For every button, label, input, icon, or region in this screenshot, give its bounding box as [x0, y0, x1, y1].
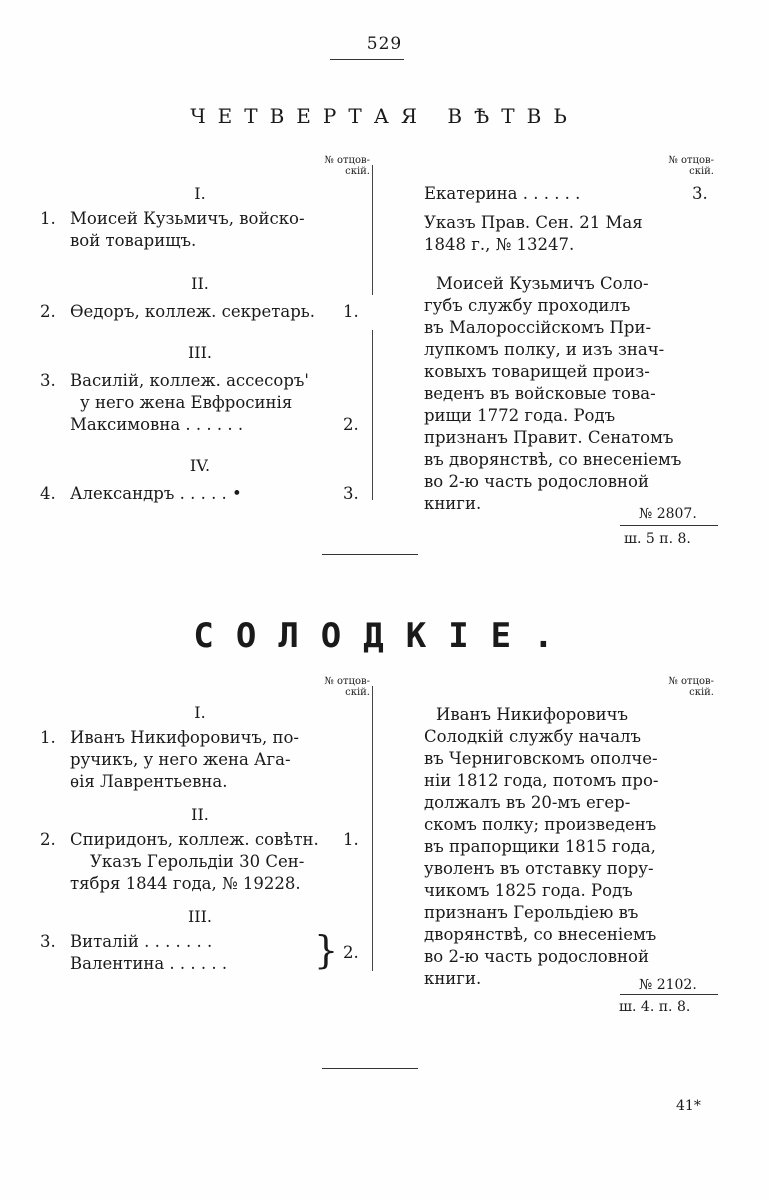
- entry-line: Указъ Герольдіи 30 Сен-: [90, 852, 305, 871]
- section-separator: [322, 1068, 418, 1069]
- decree-line: Указъ Прав. Сен. 21 Мая: [424, 213, 643, 232]
- father-col-header: № отцов- скій.: [324, 676, 370, 698]
- entry-line: Виталій . . . . . . .: [70, 932, 213, 951]
- section-title-family: СОЛОДКІЕ.: [193, 616, 576, 656]
- section2-right-column: [424, 676, 714, 1016]
- history-note: Моисей Кузьмичъ Соло- губъ службу проходилъ въ Малороссійскомъ При- лупкомъ полку, и изъ знач- ковыхъ товарищей произ- веденъ въ войсковые това- рищи 1772 года. Родъ признанъ Правит. Сенатомъ въ дворянствѣ, со внесеніемъ во 2-ю часть родословной книги.: [424, 274, 682, 513]
- record-number: № 2102.: [639, 977, 697, 993]
- record-reference: ш. 5 п. 8.: [624, 531, 691, 547]
- entry-number: 1.: [40, 728, 56, 747]
- section-separator: [322, 554, 418, 555]
- entry-number: 1.: [40, 209, 56, 228]
- generation-roman: III.: [187, 343, 213, 362]
- generation-roman: II.: [191, 805, 209, 824]
- entry-line: ѳія Лаврентьевна.: [70, 772, 228, 791]
- entry-father: 1.: [343, 302, 359, 321]
- entry-line: тября 1844 года, № 19228.: [70, 874, 301, 893]
- record-rule: [620, 525, 718, 526]
- entry-number: 3.: [40, 371, 56, 390]
- father-col-header: № отцов- скій.: [668, 676, 714, 698]
- entry-line: вой товарищъ.: [70, 231, 197, 250]
- generation-roman: II.: [191, 274, 209, 293]
- record-rule: [620, 994, 718, 995]
- history-note: Иванъ Никифоровичъ Солодкій службу началъ въ Черниговскомъ ополче- ніи 1812 года, потомъ про- должалъ въ 20-мъ егер- скомъ полку; произведенъ въ прапорщики 1815 года, уволенъ въ отставку пору- чикомъ 1825 года. Родъ признанъ Герольдіею въ дворянствѣ, со внесеніемъ во 2-ю часть родословной книги.: [424, 705, 659, 988]
- entry-line: Спиридонъ, коллеж. совѣтн.: [70, 830, 319, 849]
- generation-roman: I.: [194, 703, 206, 722]
- column-divider: [372, 686, 373, 971]
- column-divider: [372, 330, 373, 500]
- entry-father: 2.: [343, 415, 359, 434]
- entry-line: Максимовна . . . . . .: [70, 415, 244, 434]
- generation-roman: IV.: [189, 456, 211, 475]
- page-number: 529: [366, 34, 403, 54]
- entry-line: ручикъ, у него жена Ага-: [70, 750, 291, 769]
- section1-left-column: [40, 155, 370, 503]
- record-reference: ш. 4. п. 8.: [619, 999, 691, 1015]
- entry-number: 2.: [40, 302, 56, 321]
- section-title-branch: ЧЕТВЕРТАЯ ВѢТВЬ: [190, 104, 579, 128]
- section2-left-column: [40, 676, 370, 976]
- entry-line: у него жена Евфросинія: [80, 393, 293, 412]
- entry-number: 3.: [40, 932, 56, 951]
- continued-entry: Екатерина . . . . . .: [424, 184, 581, 203]
- entry-line: Иванъ Никифоровичъ, по-: [70, 728, 299, 747]
- generation-roman: III.: [187, 907, 213, 926]
- signature-mark: 41*: [676, 1098, 701, 1114]
- entry-line: Василій, коллеж. ассесоръ': [70, 371, 309, 390]
- entry-line: Ѳедоръ, коллеж. секретарь.: [70, 302, 315, 321]
- entry-father: 3.: [343, 484, 359, 503]
- entry-father: 3.: [692, 184, 708, 203]
- decree-line: 1848 г., № 13247.: [424, 235, 575, 254]
- sibling-brace: }: [314, 928, 339, 972]
- father-col-header: № отцов- скій.: [668, 155, 714, 177]
- generation-roman: I.: [194, 184, 206, 203]
- father-col-header: № отцов- скій.: [324, 155, 370, 177]
- entry-father: 2.: [343, 943, 359, 962]
- entry-line: Валентина . . . . . .: [70, 954, 228, 973]
- entry-number: 2.: [40, 830, 56, 849]
- entry-number: 4.: [40, 484, 56, 503]
- record-number: № 2807.: [639, 506, 697, 522]
- entry-line: Моисей Кузьмичъ, войско-: [70, 209, 305, 228]
- page-number-rule: [330, 59, 404, 60]
- entry-line: Александръ . . . . . •: [70, 484, 242, 503]
- section1-right-column: [424, 155, 714, 550]
- column-divider: [372, 165, 373, 295]
- entry-father: 1.: [343, 830, 359, 849]
